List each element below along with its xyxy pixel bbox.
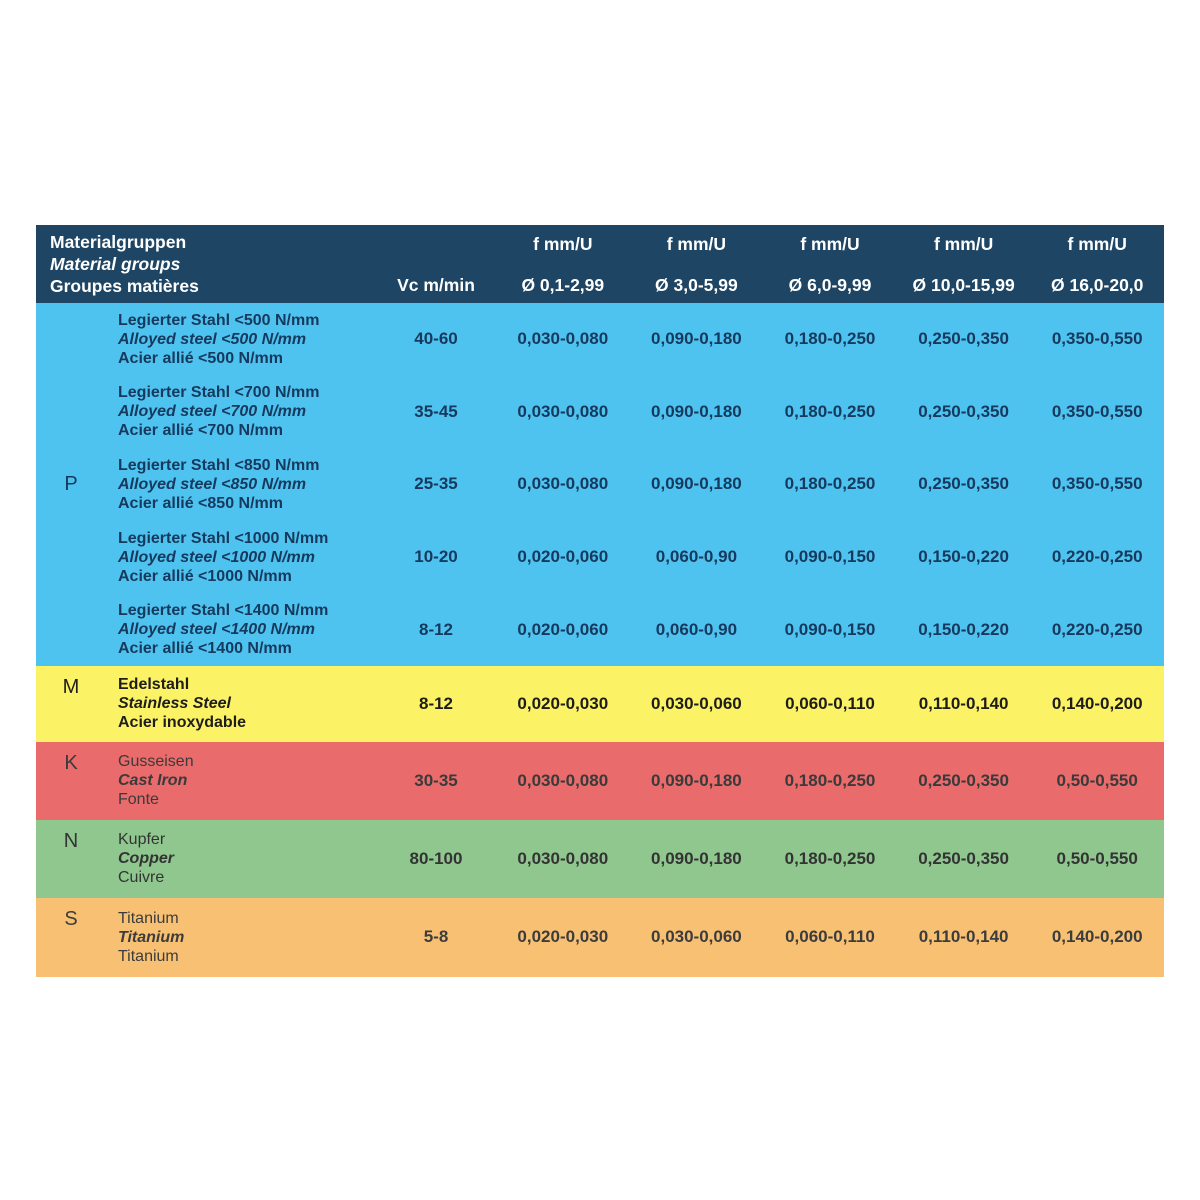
material-name-fr: Titanium: [118, 947, 179, 965]
feed-value-cell-1: 0,020-0,030: [517, 927, 609, 947]
material-name-de: Kupfer: [118, 831, 166, 849]
material-group-N: [36, 820, 1164, 898]
material-name-cell: [106, 742, 376, 820]
table-body: [36, 303, 1164, 977]
feed-value-cell-2: 0,030-0,060: [651, 927, 742, 947]
header-feed-col-5: [1030, 225, 1164, 303]
group-letter-M: M: [62, 675, 80, 698]
feed-value-cell-1: 0,030-0,080: [517, 770, 609, 790]
feed-value-cell-3: 0,090-0,150: [784, 619, 876, 639]
material-group-S: [36, 898, 1164, 977]
material-name-en: Alloyed steel <1400 N/mm: [118, 621, 315, 639]
header-feed-col-1: [496, 225, 630, 303]
material-name-cell: [106, 898, 376, 977]
group-letter-K: K: [64, 751, 78, 774]
feed-value-cell-5: 0,350-0,550: [1051, 474, 1143, 494]
feed-value-cell-4: 0,250-0,350: [918, 770, 1009, 790]
vc-value-cell: 40-60: [414, 329, 458, 349]
header-title-en: Material groups: [50, 254, 181, 274]
material-name-fr: Acier allié <1000 N/mm: [118, 567, 292, 585]
feed-value-cell-5: 0,220-0,250: [1051, 619, 1143, 639]
feed-value-cell-2: 0,030-0,060: [651, 693, 742, 713]
material-group-M: [36, 666, 1164, 742]
table-row: [36, 521, 1164, 594]
feed-value-cell-3: 0,060-0,110: [785, 693, 875, 713]
vc-value-cell: 10-20: [414, 547, 458, 567]
material-name-de: Legierter Stahl <1000 N/mm: [118, 529, 329, 547]
feed-value-cell-3: 0,180-0,250: [784, 848, 876, 868]
material-name-en: Alloyed steel <700 N/mm: [118, 403, 307, 421]
feed-value-cell-5: 0,350-0,550: [1051, 401, 1143, 421]
material-name-en: Stainless Steel: [118, 695, 231, 713]
feed-unit-label: f mm/U: [933, 234, 994, 254]
feed-value-cell-5: 0,350-0,550: [1051, 329, 1143, 349]
feed-value-cell-3: 0,180-0,250: [784, 770, 876, 790]
table-header: [36, 225, 1164, 303]
material-name-de: Edelstahl: [118, 676, 190, 694]
material-name-fr: Acier allié <500 N/mm: [118, 349, 283, 367]
header-title-fr: Groupes matières: [50, 276, 199, 296]
feed-value-cell-2: 0,090-0,180: [651, 474, 742, 494]
material-group-K: [36, 742, 1164, 820]
diameter-range-label: Ø 16,0-20,0: [1050, 275, 1144, 295]
material-name-cell: [106, 376, 376, 449]
feed-value-cell-2: 0,060-0,90: [655, 619, 738, 639]
header-feed-col-3: [763, 225, 897, 303]
material-name-de: Legierter Stahl <700 N/mm: [118, 384, 320, 402]
table-row: [36, 742, 1164, 820]
feed-value-cell-3: 0,090-0,150: [784, 547, 876, 567]
feed-value-cell-1: 0,020-0,030: [517, 693, 609, 713]
feed-value-cell-4: 0,250-0,350: [918, 474, 1009, 494]
material-name-en: Alloyed steel <850 N/mm: [118, 475, 307, 493]
group-letter-P: P: [64, 473, 78, 496]
material-name-de: Legierter Stahl <500 N/mm: [118, 311, 320, 329]
feed-value-cell-4: 0,150-0,220: [918, 619, 1009, 639]
material-name-en: Cast Iron: [118, 772, 188, 790]
feed-unit-label: f mm/U: [800, 234, 860, 254]
material-name-fr: Acier allié <850 N/mm: [118, 494, 283, 512]
material-name-fr: Cuivre: [118, 869, 165, 887]
material-name-en: Titanium: [118, 928, 185, 946]
material-name-de: Titanium: [118, 909, 179, 927]
vc-value-cell: 8-12: [418, 619, 454, 639]
material-name-cell: [106, 820, 376, 898]
header-feed-col-4: [897, 225, 1031, 303]
feed-unit-label: f mm/U: [666, 234, 727, 254]
feed-value-cell-1: 0,030-0,080: [517, 329, 609, 349]
feed-value-cell-5: 0,50-0,550: [1056, 770, 1138, 790]
material-name-cell: [106, 593, 376, 666]
feed-value-cell-4: 0,110-0,140: [918, 693, 1009, 713]
feed-value-cell-2: 0,090-0,180: [651, 401, 742, 421]
feed-value-cell-3: 0,060-0,110: [785, 927, 875, 947]
feed-value-cell-1: 0,030-0,080: [517, 848, 609, 868]
cutting-data-table: [36, 225, 1164, 977]
table-row: [36, 666, 1164, 742]
feed-value-cell-5: 0,50-0,550: [1056, 848, 1138, 868]
feed-value-cell-3: 0,180-0,250: [784, 474, 876, 494]
material-name-en: Copper: [118, 850, 174, 868]
feed-unit-label: f mm/U: [533, 234, 593, 254]
material-group-P: [36, 303, 1164, 666]
diameter-range-label: Ø 0,1-2,99: [521, 275, 605, 295]
feed-value-cell-2: 0,060-0,90: [655, 547, 738, 567]
material-name-en: Alloyed steel <500 N/mm: [118, 330, 307, 348]
feed-value-cell-2: 0,090-0,180: [651, 329, 742, 349]
vc-value-cell: 8-12: [418, 693, 454, 713]
header-feed-col-2: [630, 225, 764, 303]
vc-value-cell: 30-35: [414, 770, 458, 790]
feed-value-cell-5: 0,140-0,200: [1051, 927, 1143, 947]
header-material-groups: [36, 225, 376, 303]
feed-value-cell-1: 0,020-0,060: [517, 619, 609, 639]
vc-value-cell: 25-35: [414, 474, 458, 494]
feed-value-cell-4: 0,250-0,350: [918, 329, 1009, 349]
feed-value-cell-3: 0,180-0,250: [784, 329, 876, 349]
feed-unit-label: f mm/U: [1067, 234, 1127, 254]
material-name-cell: [106, 303, 376, 376]
table-row: [36, 376, 1164, 449]
group-letter-N: N: [63, 829, 79, 852]
vc-value-cell: 5-8: [423, 927, 449, 947]
feed-value-cell-5: 0,140-0,200: [1051, 693, 1143, 713]
material-name-fr: Fonte: [118, 791, 159, 809]
vc-value-cell: 80-100: [409, 848, 463, 868]
table-row: [36, 898, 1164, 977]
material-name-fr: Acier allié <700 N/mm: [118, 422, 283, 440]
header-vc-label: Vc m/min: [397, 275, 475, 295]
table-row: [36, 593, 1164, 666]
material-name-de: Legierter Stahl <850 N/mm: [118, 456, 320, 474]
table-row: [36, 448, 1164, 521]
material-name-fr: Acier inoxydable: [118, 714, 247, 732]
feed-value-cell-1: 0,030-0,080: [517, 401, 609, 421]
material-name-de: Gusseisen: [118, 753, 194, 771]
feed-value-cell-4: 0,250-0,350: [918, 401, 1009, 421]
table-row: [36, 820, 1164, 898]
feed-value-cell-5: 0,220-0,250: [1051, 547, 1143, 567]
group-letter-S: S: [64, 907, 78, 930]
feed-value-cell-1: 0,030-0,080: [517, 474, 609, 494]
material-name-fr: Acier allié <1400 N/mm: [118, 640, 292, 658]
diameter-range-label: Ø 6,0-9,99: [788, 275, 872, 295]
material-name-en: Alloyed steel <1000 N/mm: [118, 548, 315, 566]
diameter-range-label: Ø 10,0-15,99: [912, 275, 1015, 295]
material-name-cell: [106, 521, 376, 594]
header-title-de: Materialgruppen: [50, 232, 187, 252]
feed-value-cell-4: 0,150-0,220: [918, 547, 1009, 567]
feed-value-cell-4: 0,110-0,140: [918, 927, 1009, 947]
feed-value-cell-1: 0,020-0,060: [517, 547, 609, 567]
material-name-cell: [106, 666, 376, 742]
feed-value-cell-3: 0,180-0,250: [784, 401, 876, 421]
material-name-cell: [106, 448, 376, 521]
feed-value-cell-2: 0,090-0,180: [651, 848, 742, 868]
material-name-de: Legierter Stahl <1400 N/mm: [118, 602, 329, 620]
diameter-range-label: Ø 3,0-5,99: [655, 275, 738, 295]
vc-value-cell: 35-45: [414, 401, 458, 421]
feed-value-cell-2: 0,090-0,180: [651, 770, 742, 790]
feed-value-cell-4: 0,250-0,350: [918, 848, 1009, 868]
table-row: [36, 303, 1164, 376]
